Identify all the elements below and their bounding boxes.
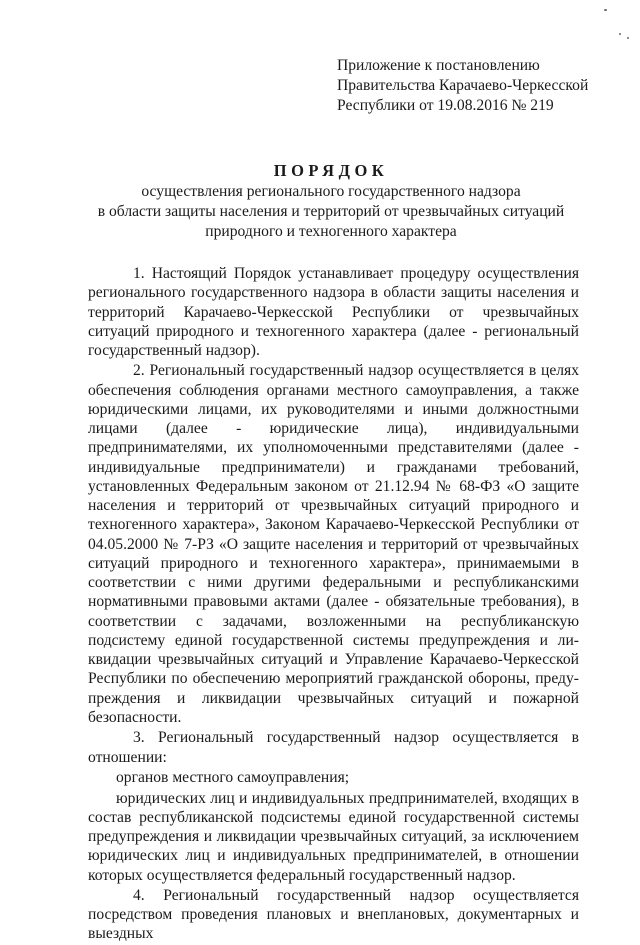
document-heading [60,160,602,242]
attachment-note [337,56,627,116]
document-body [88,264,579,945]
subtitle-line: природного и техногенного характера [205,223,457,240]
scan-speck [604,9,607,11]
attachment-line: Приложение к постановлению [337,57,540,74]
paragraph-3-item-1: органов местного самоуправления; [116,769,350,787]
paragraph-3-item-2: юридических лиц и индивидуальных предпринимателей, входящих в состав республиканской подсистемы единой государственной системы предупреждения и ликвидации чрезвычайных ситуаций, за исключением юридических лиц и индивидуальных предпринимателей, в отношении которых осуществляется федеральный государственный надзор. [88,789,579,884]
paragraph-4: 4. Региональный государственный надзор осуществляется посредством проведения плановых и внеплановых, документарных и выездных [88,886,579,943]
document-title: ПОРЯДОК [273,161,389,180]
subtitle-line: в области защиты населения и территорий от чрезвычайных ситуаций [97,203,565,220]
paragraph-2: 2. Региональный государственный надзор осуществляется в целях обеспечения соблюдения органами местного самоуправления, а также юридическими лицами, их руководителями и иными должностными лицами (далее - юридические лица), индивидуальными предпринимателями, их уполномоченными представителями (далее - индивидуальные предприниматели) и гражданами требований, установленных Федеральным законом от 21.12.94 № 68-ФЗ «О защите населения и территорий от чрезвычайных ситуаций природного и техногенного характера», Законом Карачаево-Черкесской Республики от 04.05.2000 № 7-РЗ «О защите населения и территорий от чрезвычайных ситуаций природного и техногенного характера», принимаемыми в соответствии с ними другими федеральными и республиканскими нормативными правовыми актами (далее - обязательные требования), в соответствии с задачами, возложенными на республиканскую подсистему единой государственной системы предупреждения и ликвидации чрезвычайных ситуаций и Управление Карачаево-Черкесской Республики по обеспечению мероприятий гражданской обороны, предупреждения и ликвидации чрезвычайных ситуаций и пожарной безопасности. [88,362,579,726]
scan-speck [619,33,621,35]
paragraph-1: 1. Настоящий Порядок устанавливает процедуру осуществления регионального государственного надзора в области защиты населения и территорий Карачаево-Черкесской Республики от чрезвычайных ситуаций природного и техногенного характера (далее - региональный государственный надзор). [88,265,579,359]
paragraph-3: 3. Региональный государственный надзор осуществляется в отношении: [88,729,579,766]
scan-speck [627,37,629,39]
subtitle-line: осуществления регионального государственного надзора [141,183,521,200]
attachment-line: Республики от 19.08.2016 № 219 [337,97,554,114]
attachment-line: Правительства Карачаево-Черкесской [337,77,589,94]
document-subtitle [60,182,602,242]
